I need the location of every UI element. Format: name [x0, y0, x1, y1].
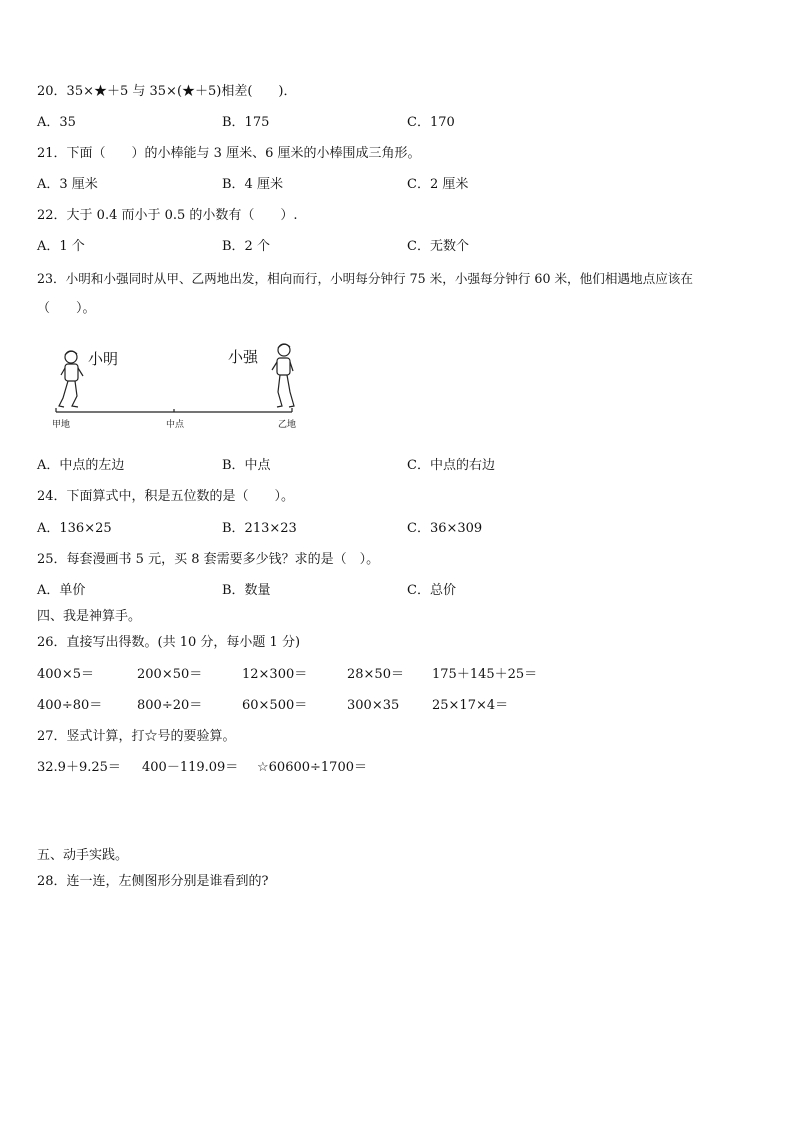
calc-item: 200×50＝	[137, 667, 203, 682]
question-22-option-c: C．无数个	[407, 239, 469, 254]
question-25-stem: 25．每套漫画书 5 元，买 8 套需要多少钱？求的是（ ）。	[37, 552, 380, 567]
walker-right-icon	[272, 344, 294, 407]
question-21-stem: 21．下面（ ）的小棒能与 3 厘米、6 厘米的小棒围成三角形。	[37, 146, 421, 161]
question-23-option-a: A．中点的左边	[37, 458, 125, 473]
figure-label-jia: 甲地	[52, 420, 71, 430]
question-22-option-a: A．1 个	[37, 239, 85, 254]
calc-item: 25×17×4＝	[432, 698, 509, 713]
question-23-option-b: B．中点	[222, 458, 271, 473]
question-27-stem: 27．竖式计算，打☆号的要验算。	[37, 729, 236, 744]
meeting-figure	[50, 340, 310, 432]
vertical-calc-item: ☆60600÷1700＝	[257, 760, 367, 775]
question-25-option-b: B．数量	[222, 583, 271, 598]
calc-item: 175＋145＋25＝	[432, 667, 538, 682]
question-26-stem: 26．直接写出得数。(共 10 分，每小题 1 分)	[37, 635, 301, 650]
figure-label-yi: 乙地	[278, 420, 297, 430]
question-28-stem: 28．连一连，左侧图形分别是谁看到的?	[37, 874, 269, 889]
calc-item: 300×35	[347, 698, 400, 713]
walker-left-icon	[59, 351, 83, 407]
calc-item: 800÷20＝	[137, 698, 203, 713]
question-21-option-b: B．4 厘米	[222, 177, 283, 192]
question-20-option-a: A．35	[37, 115, 76, 130]
section-5-title: 五、动手实践。	[37, 848, 129, 863]
figure-label-xiaoming: 小明	[88, 350, 119, 368]
question-21-option-c: C．2 厘米	[407, 177, 469, 192]
calc-item: 60×500＝	[242, 698, 308, 713]
question-23-stem-line1: 23．小明和小强同时从甲、乙两地出发，相向而行，小明每分钟行 75 米，小强每分钟行 60 米，他们相遇地点应该在	[37, 271, 693, 286]
question-25-option-c: C．总价	[407, 583, 456, 598]
question-20-option-c: C．170	[407, 115, 455, 130]
question-24-option-a: A．136×25	[37, 521, 112, 536]
question-22-option-b: B．2 个	[222, 239, 270, 254]
question-21-option-a: A．3 厘米	[37, 177, 98, 192]
section-4-title: 四、我是神算手。	[37, 609, 142, 624]
question-23-option-c: C．中点的右边	[407, 458, 495, 473]
question-24-stem: 24．下面算式中，积是五位数的是（ ）。	[37, 489, 295, 504]
question-23-stem-line2: （ ）。	[37, 301, 96, 316]
calc-item: 400×5＝	[37, 667, 94, 682]
calc-item: 28×50＝	[347, 667, 404, 682]
question-22-stem: 22．大于 0.4 而小于 0.5 的小数有（ ）.	[37, 208, 298, 223]
vertical-calc-item: 400－119.09＝	[142, 760, 239, 775]
question-24-option-c: C．36×309	[407, 521, 483, 536]
figure-label-xiaoqiang: 小强	[228, 348, 259, 366]
calc-item: 12×300＝	[242, 667, 308, 682]
vertical-calc-item: 32.9＋9.25＝	[37, 760, 121, 775]
question-20-option-b: B．175	[222, 115, 270, 130]
figure-label-midpoint: 中点	[166, 420, 185, 430]
calc-item: 400÷80＝	[37, 698, 103, 713]
question-20-stem: 20．35×★＋5 与 35×(★＋5)相差( )．	[37, 84, 297, 99]
question-25-option-a: A．单价	[37, 583, 86, 598]
question-24-option-b: B．213×23	[222, 521, 297, 536]
